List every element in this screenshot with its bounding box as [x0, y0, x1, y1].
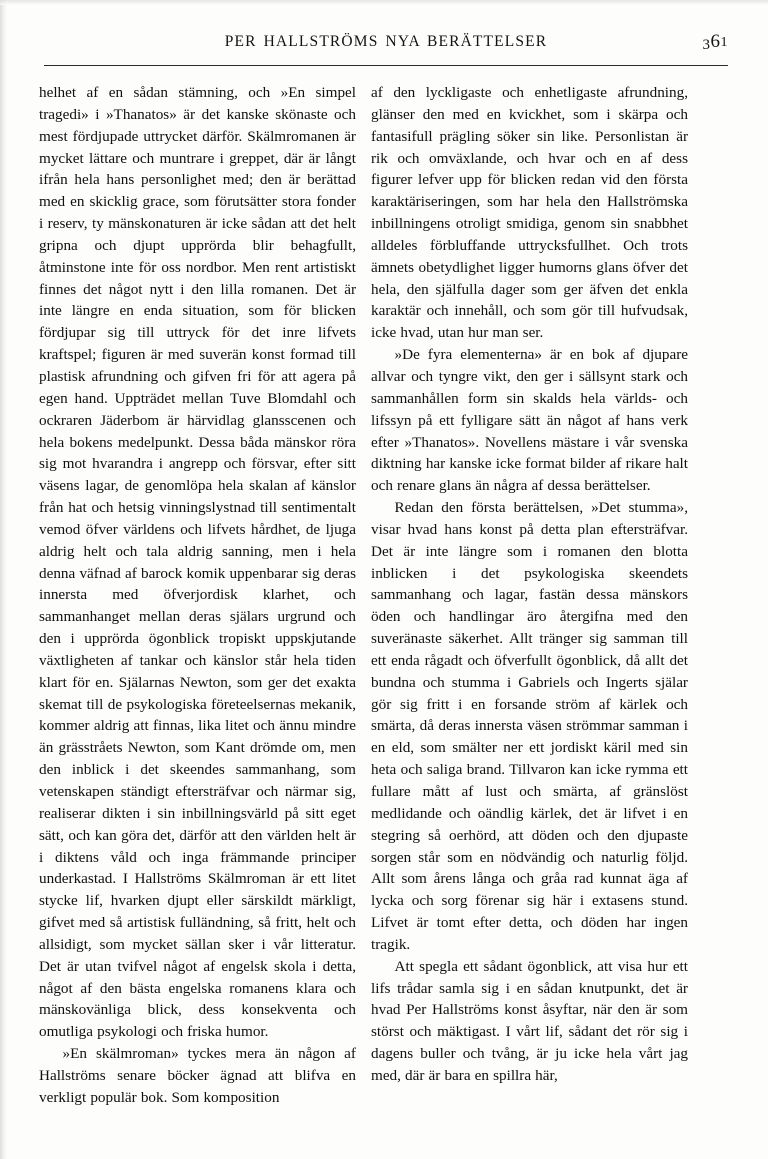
running-head-title: PER HALLSTRÖMS NYA BERÄTTELSER [224, 33, 548, 50]
paragraph: helhet af en sådan stämning, och »En simpel tragedi» i »Thanatos» är det kanske skönaste och mest fördjupade uttrycket därför. Skälmromanen är mycket lättare och muntrare i greppet, där är långt ifrån hela hans personlighet med; den är berättad med en skicklig grace, som förutsätter stora fonder i reserv, ty mänskonaturen är icke sådan att det helt gripna och djupt upprörda blir behagfullt, åtminstone inte för oss nordbor. Men rent artistiskt finnes det något nytt i den lilla romanen. Det är inte längre en enda situation, som för blicken fördjupar sig till uttryck för det inre lifvets kraftspel; figuren är med suverän konst formad till plastisk afrundning och gifven fri för att agera på egen hand. Uppträdet mellan Tuve Blomdahl och ockraren Jäderbom är härvidlag glansscenen och hela bokens medelpunkt. Dessa båda mänskor röra sig mot hvarandra i angrepp och försvar, efter sitt väsens lagar, de genomlöpa hela skalan af känslor från hat och hetsig vinningslystnad till sentimentalt vemod öfver världens och lifvets hårdhet, de ljuga aldrig helt och tala aldrig sanning, men i hela denna väfnad af barock komik uppenbarar sig deras innersta med öfverjordisk klarhet, och sammanhanget mellan deras själars urgrund och den i upprörda ögonblick tropiskt uppskjutande växtligheten af tankar och känslor står hela tiden klart för en. Själarnas Newton, som ger det exakta skemat till de psykologiska företeelsernas mekanik, kommer aldrig att finnas, lika litet och ännu mindre än grässtråets Newton, som Kant drömde om, men den inblick i det skeendes sammanhang, som vetenskapen ständigt eftersträfvar och närmar sig, realiserar dikten i sin inbillningsvärld på sitt eget sätt, och kan göra det, därför att den världen helt är i diktens våld och inga främmande principer underkastad. I Hallströms Skälmroman är ett litet stycke lif, hvarken djupt eller särskildt märkligt, gifvet med så artistisk fulländning, så fritt, helt och allsidigt, som mycket sällan sker i vår litteratur. Det är utan tvifvel något af engelsk skola i detta, något af den bästa engelska romanens klara och mänskovänliga blick, dess konsekventa och omutliga psykologi och friska humor. [39, 84, 356, 1041]
column-left [39, 82, 356, 1109]
paragraph: Redan den första berättelsen, »Det stumma», visar hvad hans konst på detta plan eftersträfvar. Det är inte längre som i romanen den blotta inblicken i det psykologiska skeendets sammanhang och lagar, fastän dessa mänskors öden och handlingar äro återgifna med den suveränaste säkerhet. Allt tränger sig samman till ett enda rågadt och öfverfullt ögonblick, då allt det bundna och stumma i Gabriels och Ingerts själar gör sig fritt i en forsande ström af kärlek och smärta, då deras innersta väsen strömmar samman i en eld, som smälter ner ett jordiskt käril med sin heta och saliga brand. Tillvaron kan icke rymma ett fullare mått af lust och smärta, af gränslöst medlidande och oändlig kärlek, det är lifvet i en stegring så oerhörd, att döden och den djupaste sorgen står som en nödvändig och naturlig följd. Allt som årens långa och gråa rad kunnat äga af lycka och sorg förenar sig här i extasens stund. Lifvet är tomt efter detta, och döden har ingen tragik. [371, 499, 688, 953]
paragraph: »En skälmroman» tyckes mera än någon af Hallströms senare böcker ägnad att blifva en verkligt populär bok. Som komposition [39, 1045, 356, 1106]
page-folio-number: 361 [702, 31, 728, 53]
paragraph: Att spegla ett sådant ögonblick, att visa hur ett lifs trådar samla sig i en sådan knutpunkt, det är hvad Per Hallströms konst åsyftar, när den är som störst och mäktigast. I vårt lif, sådant det rör sig i dagens buller och tvång, är ju icke hela vårt jag med, där är bara en spillra här, [371, 957, 688, 1084]
paragraph: »De fyra elementerna» är en bok af djupare allvar och tyngre vikt, den ger i sällsynt stark och sammanhållen form sin skalds hela världs- och lifssyn på ett fylligare sätt än något af hans verk efter »Thanatos». Novellens mästare i vår svenska diktning har kanske icke format bilder af rikare halt och renare glans än några af dessa berättelser. [371, 346, 688, 495]
running-head [44, 33, 728, 57]
paragraph: af den lyckligaste och enhetligaste afrundning, glänser den med en kvickhet, som i skärpa och fantasifull prägling söker sin like. Personlistan är rik och omväxlande, och hvar och en af dess figurer lefver upp för blicken redan vid den första karaktäriseringen, som har hela den Hallströmska inbillningens otroligt smidiga, genom sin snabbhet alldeles förbluffande uttrycksfullhet. Och trots ämnets obetydlighet ligger humorns glans öfver det hela, den själfulla dager som ger äfven det enkla karaktär och innehåll, och som gör till hufvudsak, icke hvad, utan hur man ser. [371, 84, 688, 342]
column-right [371, 82, 688, 1087]
header-rule [44, 65, 728, 66]
scan-edge-artifact-top [0, 0, 768, 5]
text-body [0, 82, 768, 1106]
